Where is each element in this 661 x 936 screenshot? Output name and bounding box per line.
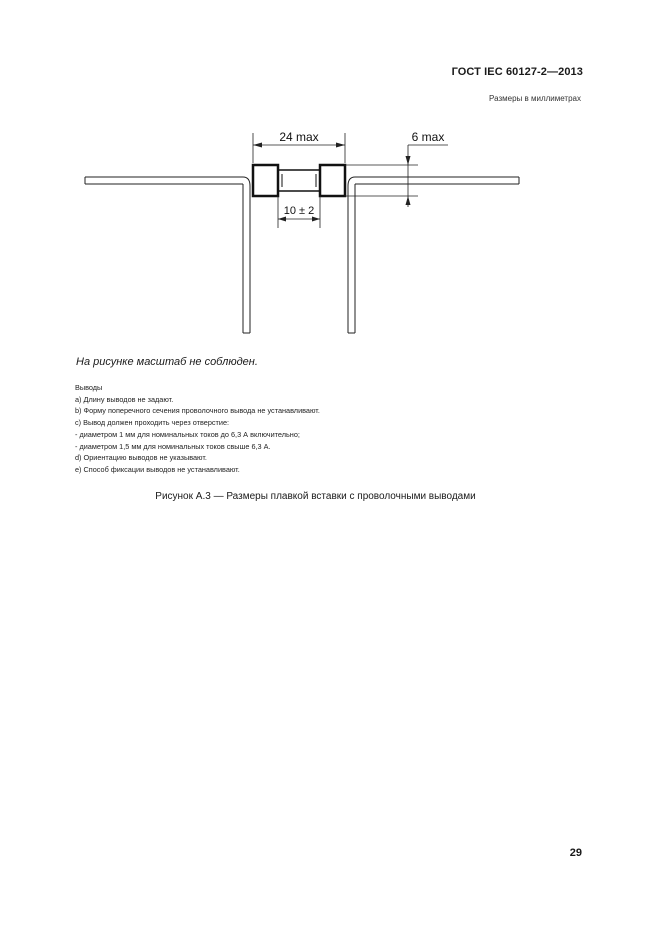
notes-title: Выводы xyxy=(75,383,103,392)
scale-note: На рисунке масштаб не соблюден. xyxy=(76,356,258,368)
figure-caption-text: Рисунок А.3 — Размеры плавкой вставки с проволочными выводами xyxy=(155,491,476,502)
right-cap xyxy=(320,165,345,196)
dimension-diameter xyxy=(345,145,448,207)
note-item: a) Длину выводов не задают. xyxy=(75,394,174,404)
note-item: c) Вывод должен проходить через отверстие: xyxy=(75,418,230,428)
figure-caption xyxy=(0,491,661,502)
note-item: b) Форму поперечного сечения проволочного вывода не устанавливают. xyxy=(75,406,320,416)
fuse-body xyxy=(253,165,345,196)
units-note: Размеры в миллиметрах xyxy=(489,94,581,103)
note-item: d) Ориентацию выводов не указывают. xyxy=(75,453,207,463)
bent-leads xyxy=(243,177,355,333)
horizontal-leads xyxy=(85,177,519,184)
dim-diameter-label: 6 max xyxy=(411,130,445,144)
note-item: - диаметром 1,5 мм для номинальных токов свыше 6,3 А. xyxy=(75,441,271,451)
document-header: ГОСТ IEC 60127-2—2013 xyxy=(451,66,583,78)
note-item: - диаметром 1 мм для номинальных токов до 6,3 А включительно; xyxy=(75,429,300,439)
leads-notes xyxy=(75,382,320,476)
left-cap xyxy=(253,165,278,196)
dim-gap-label: 10 ± 2 xyxy=(283,205,315,217)
dim-length-label: 24 max xyxy=(279,130,319,144)
note-item: e) Способ фиксации выводов не устанавливают. xyxy=(75,464,240,474)
fuse-dimension-drawing xyxy=(0,0,661,360)
page-number: 29 xyxy=(569,847,582,859)
